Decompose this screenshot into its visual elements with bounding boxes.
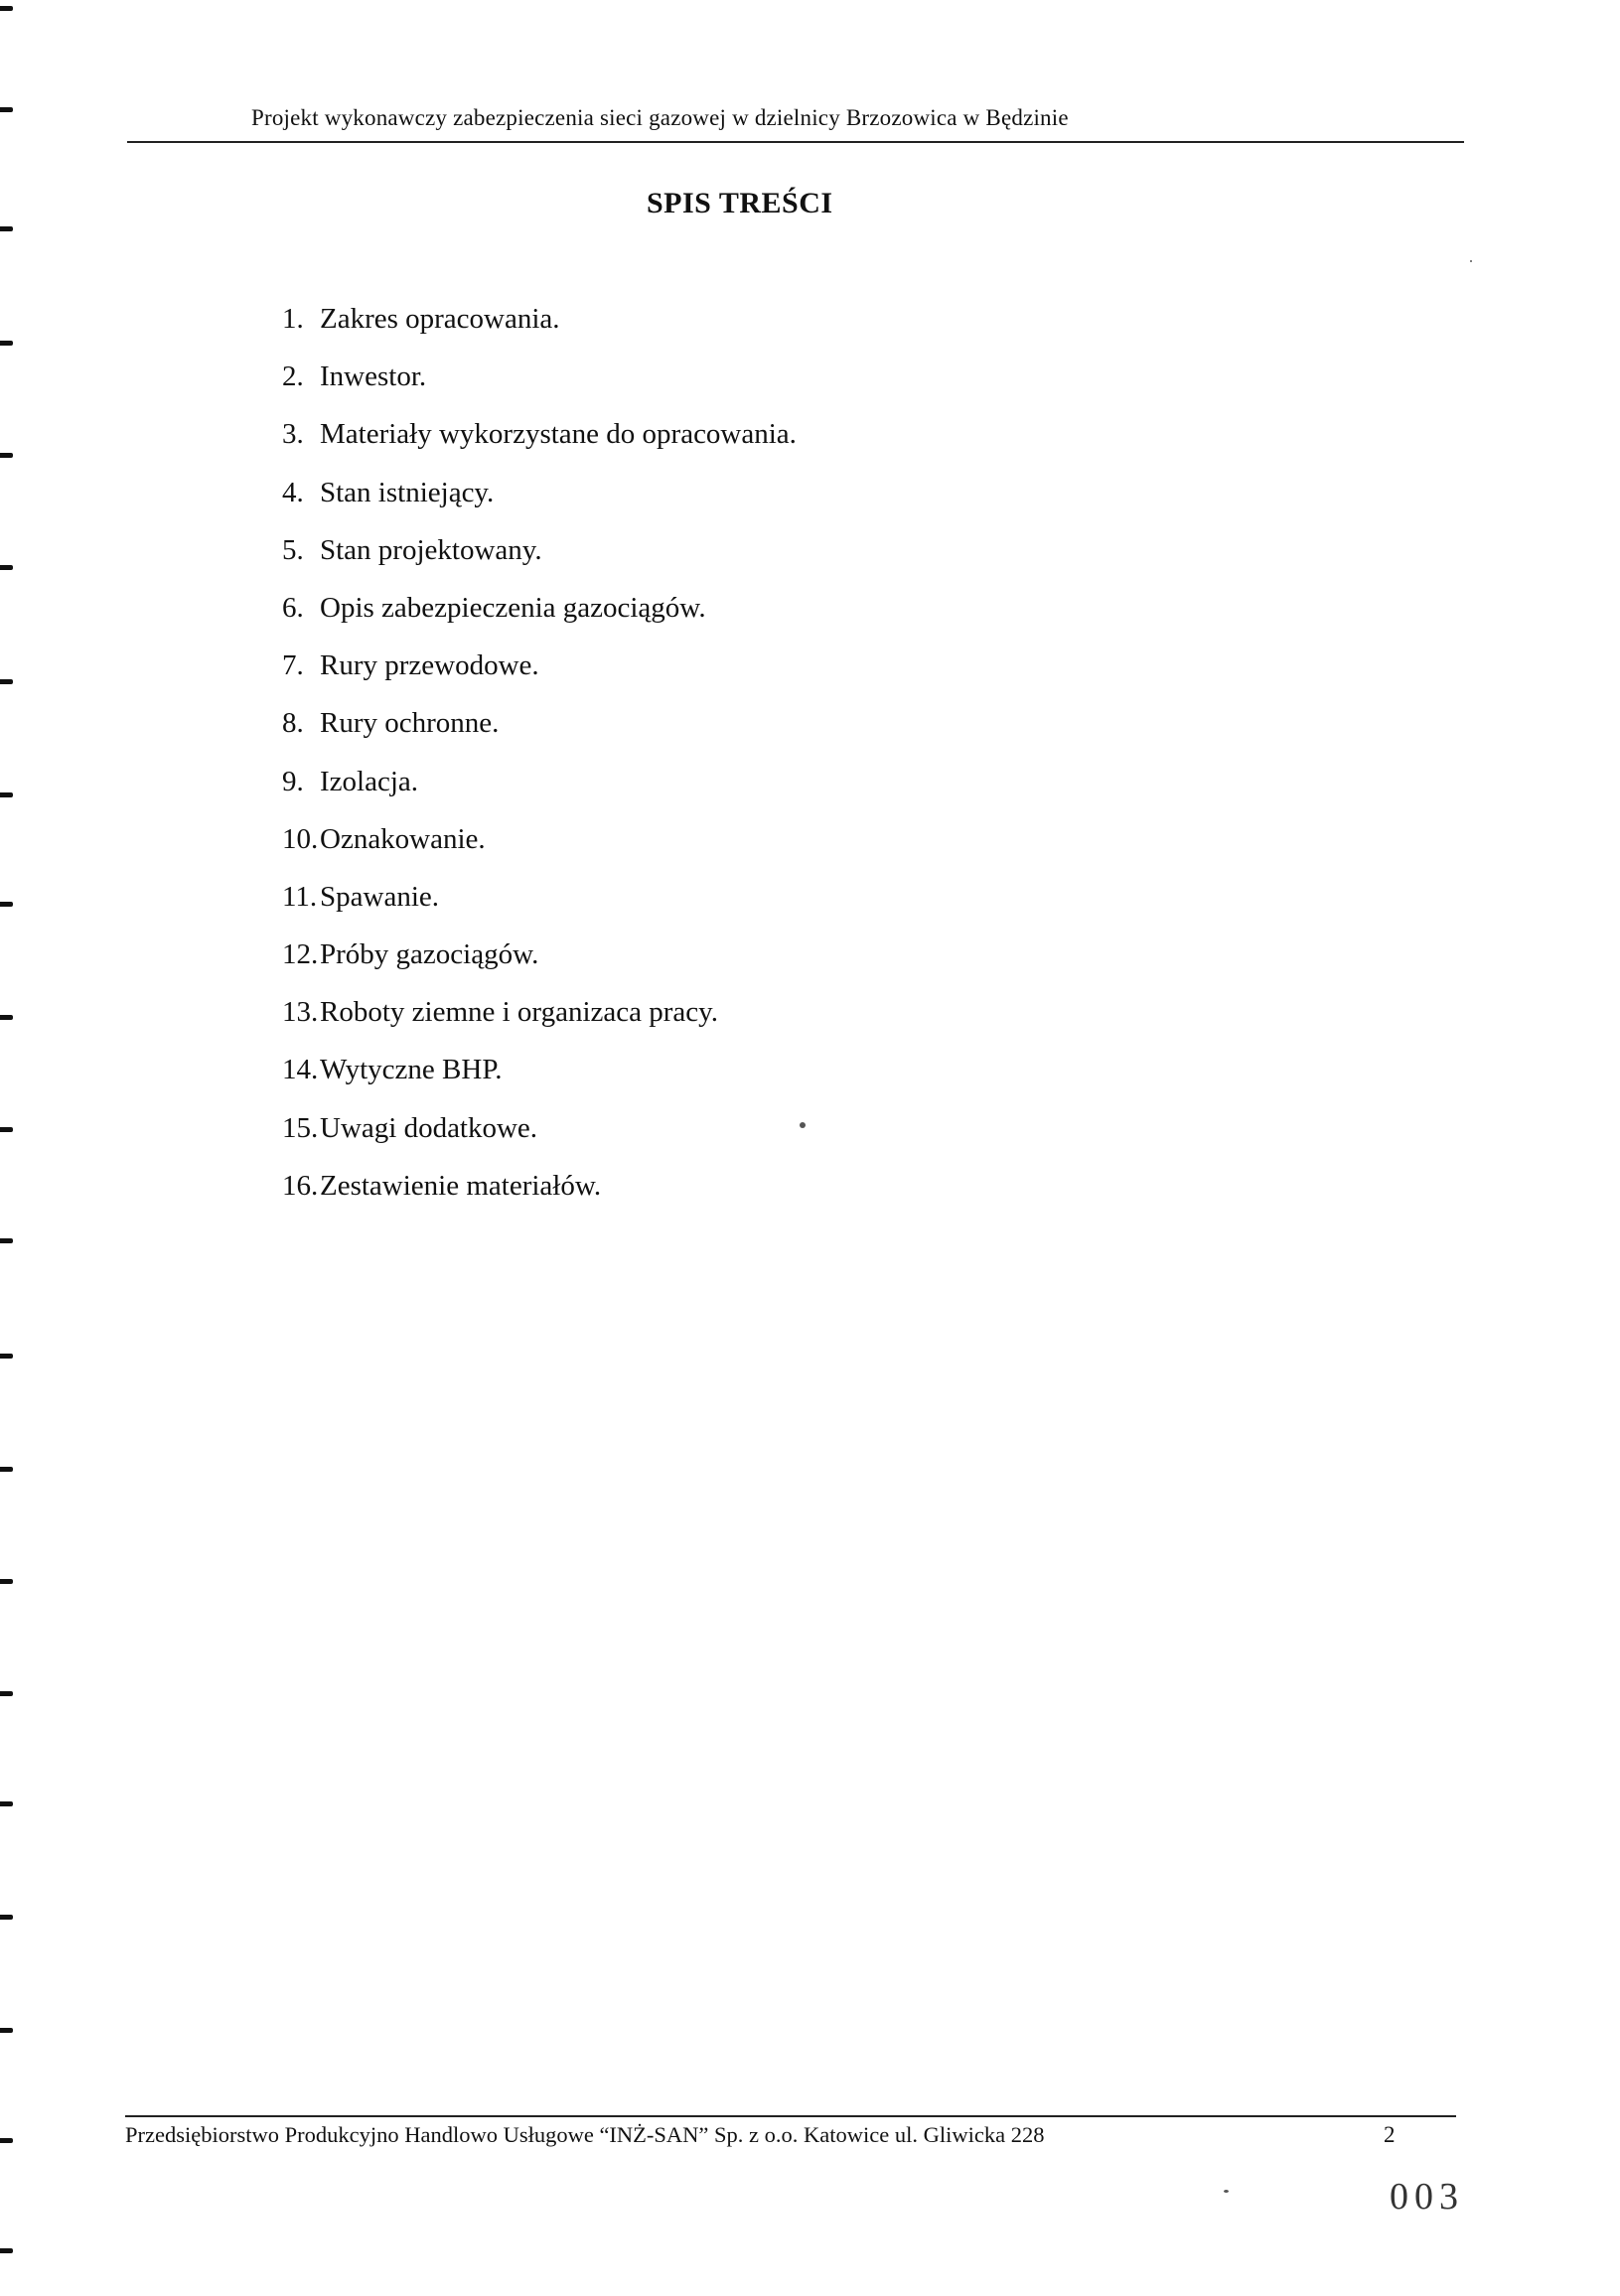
toc-item <box>282 588 797 646</box>
toc-item-label: Roboty ziemne i organizaca pracy. <box>320 996 719 1029</box>
table-of-contents <box>282 299 797 1223</box>
toc-item-label: Materiały wykorzystane do opracowania. <box>320 418 797 451</box>
toc-item <box>282 877 797 934</box>
toc-item-number: 8. <box>282 707 304 740</box>
toc-item-label: Wytyczne BHP. <box>320 1054 503 1086</box>
toc-item <box>282 473 797 530</box>
toc-item <box>282 646 797 703</box>
toc-item-number: 7. <box>282 649 304 682</box>
toc-item-number: 10. <box>282 822 319 855</box>
toc-item-label: Spawanie. <box>320 880 439 913</box>
toc-item <box>282 1166 797 1223</box>
toc-item-number: 11. <box>282 880 318 913</box>
toc-item-label: Inwestor. <box>320 360 427 393</box>
toc-item-label: Stan projektowany. <box>320 533 542 566</box>
toc-item-number: 13. <box>282 996 319 1029</box>
toc-item-number: 2. <box>282 360 304 393</box>
toc-item-number: 4. <box>282 476 304 508</box>
toc-item-label: Zakres opracowania. <box>320 303 560 335</box>
document-stamp-number: 003 <box>1390 2176 1464 2218</box>
toc-item-label: Zestawienie materiałów. <box>320 1169 602 1202</box>
toc-item-label: Uwagi dodatkowe. <box>320 1111 538 1144</box>
scan-speck <box>1470 260 1472 262</box>
toc-item <box>282 414 797 472</box>
toc-item-number: 16. <box>282 1169 319 1202</box>
toc-item <box>282 357 797 414</box>
toc-item <box>282 992 797 1050</box>
toc-item-number: 15. <box>282 1111 319 1144</box>
toc-item <box>282 762 797 819</box>
toc-item <box>282 1050 797 1107</box>
toc-item-label: Próby gazociągów. <box>320 938 539 971</box>
toc-item-label: Rury przewodowe. <box>320 649 539 682</box>
toc-heading: SPIS TREŚCI <box>647 187 833 219</box>
toc-item <box>282 819 797 877</box>
toc-item-number: 9. <box>282 765 304 797</box>
page-footer: Przedsiębiorstwo Produkcyjno Handlowo Usługowe “INŻ-SAN” Sp. z o.o. Katowice ul. Gliwicka 228 <box>125 2122 1045 2147</box>
toc-item <box>282 703 797 761</box>
toc-item-number: 14. <box>282 1054 319 1086</box>
toc-item-label: Izolacja. <box>320 765 419 797</box>
page-header: Projekt wykonawczy zabezpieczenia sieci gazowej w dzielnicy Brzozowica w Będzinie <box>251 105 1069 130</box>
toc-item-label: Opis zabezpieczenia gazociągów. <box>320 591 706 624</box>
toc-item <box>282 299 797 357</box>
page-number: 2 <box>1384 2122 1396 2147</box>
toc-item-number: 1. <box>282 303 304 335</box>
toc-item-number: 12. <box>282 938 319 971</box>
header-divider <box>127 141 1464 143</box>
toc-item <box>282 1108 797 1166</box>
scan-speck <box>1224 2190 1229 2193</box>
binder-marks <box>0 0 20 2296</box>
toc-item <box>282 934 797 992</box>
footer-divider <box>125 2115 1456 2117</box>
toc-item-number: 6. <box>282 591 304 624</box>
toc-item-label: Rury ochronne. <box>320 707 500 740</box>
toc-item <box>282 530 797 588</box>
toc-item-label: Oznakowanie. <box>320 822 486 855</box>
scan-speck <box>800 1122 806 1128</box>
toc-item-label: Stan istniejący. <box>320 476 495 508</box>
toc-item-number: 3. <box>282 418 304 451</box>
toc-item-number: 5. <box>282 533 304 566</box>
